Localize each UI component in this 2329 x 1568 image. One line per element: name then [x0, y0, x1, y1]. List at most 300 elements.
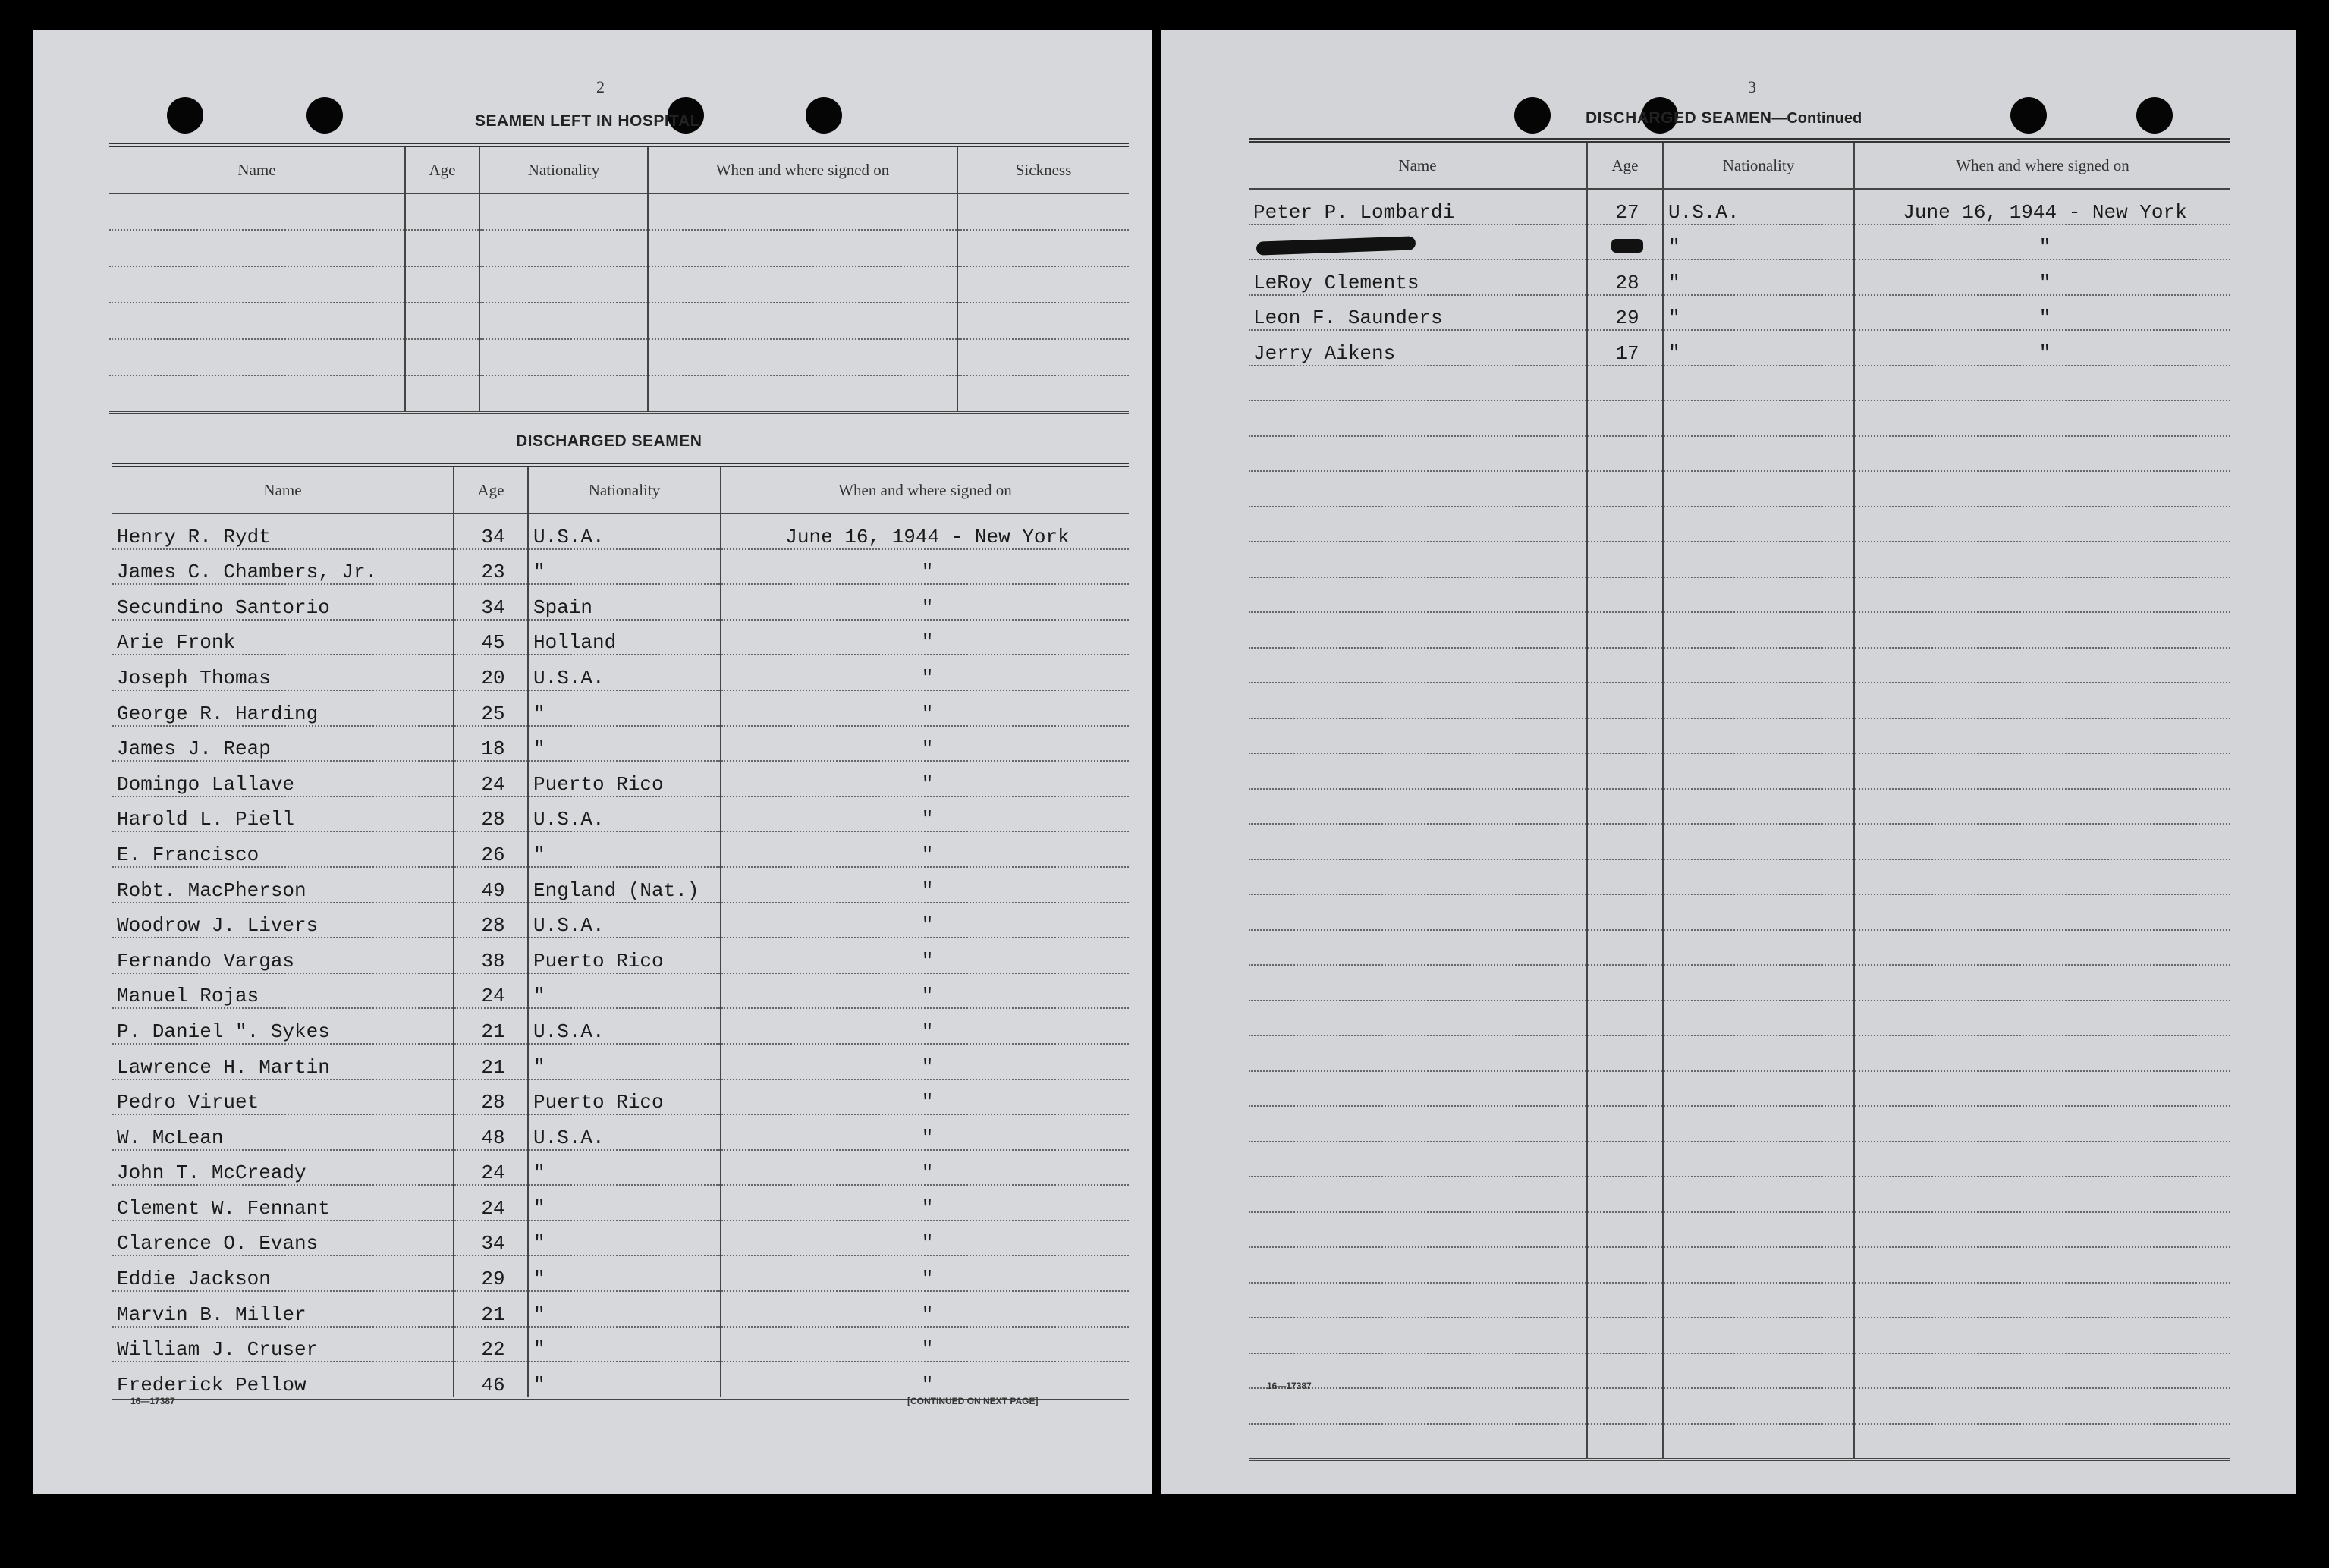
table-row [1249, 683, 2230, 718]
cell-name [1249, 1071, 1587, 1107]
table-row [1249, 1212, 2230, 1248]
redaction-mark [1611, 239, 1643, 253]
cell-nationality: " [528, 1327, 721, 1362]
cell-signed-on: " [721, 797, 1129, 832]
cell-age: 48 [454, 1114, 528, 1150]
cell-signed-on [648, 193, 957, 230]
cell-age: 21 [454, 1291, 528, 1327]
cell-sickness [957, 266, 1129, 303]
table-row [112, 1221, 1129, 1256]
cell-age [1587, 1424, 1663, 1460]
cell-name: Marvin B. Miller [112, 1291, 454, 1327]
cell-nationality [1663, 824, 1854, 859]
cell-signed-on: " [721, 1291, 1129, 1327]
cell-signed-on: " [721, 1255, 1129, 1291]
form-number: 16—17387 [1267, 1381, 1312, 1391]
cell-signed-on [1854, 824, 2230, 859]
cell-age [405, 266, 479, 303]
column-header-nationality: Nationality [1663, 140, 1854, 189]
cell-nationality: Puerto Rico [528, 938, 721, 973]
cell-signed-on [1854, 1212, 2230, 1248]
cell-signed-on: " [721, 761, 1129, 797]
cell-signed-on: " [721, 726, 1129, 762]
cell-nationality [1663, 1177, 1854, 1212]
cell-signed-on [1854, 1247, 2230, 1283]
cell-sickness [957, 303, 1129, 339]
cell-age [1587, 1247, 1663, 1283]
cell-age [1587, 1388, 1663, 1424]
cell-nationality [479, 303, 648, 339]
cell-name [1249, 542, 1587, 577]
cell-age: 29 [454, 1255, 528, 1291]
table-row [109, 230, 1129, 266]
cell-age [1587, 1212, 1663, 1248]
cell-nationality [1663, 1247, 1854, 1283]
cell-nationality: " [528, 1185, 721, 1221]
cell-age [1587, 507, 1663, 542]
table-row [112, 1362, 1129, 1398]
table-row [1249, 436, 2230, 472]
cell-age [1587, 1353, 1663, 1389]
cell-nationality [1663, 753, 1854, 789]
cell-nationality [1663, 1388, 1854, 1424]
cell-age: 24 [454, 761, 528, 797]
cell-name [1249, 1283, 1587, 1318]
cell-age [1587, 577, 1663, 613]
cell-name [109, 339, 405, 376]
cell-age: 24 [454, 1185, 528, 1221]
cell-signed-on: " [721, 1079, 1129, 1115]
cell-nationality: " [528, 1221, 721, 1256]
cell-age [1587, 789, 1663, 825]
table-row [1249, 859, 2230, 895]
table-row [1249, 718, 2230, 754]
cell-name: W. McLean [112, 1114, 454, 1150]
cell-signed-on [1854, 471, 2230, 507]
cell-signed-on: " [721, 938, 1129, 973]
cell-name: Fernando Vargas [112, 938, 454, 973]
cell-age [1587, 965, 1663, 1001]
cell-age [1587, 859, 1663, 895]
table-row [1249, 366, 2230, 401]
cell-signed-on: " [721, 1362, 1129, 1398]
cell-signed-on [648, 303, 957, 339]
cell-age [1587, 1071, 1663, 1107]
column-header-age: Age [1587, 140, 1663, 189]
cell-age: 28 [454, 797, 528, 832]
cell-name [1249, 1106, 1587, 1142]
table-row [1249, 648, 2230, 683]
punch-hole [167, 97, 203, 134]
cell-name [109, 230, 405, 266]
cell-name: Manuel Rojas [112, 973, 454, 1009]
punch-hole [806, 97, 842, 134]
table-row [112, 726, 1129, 762]
cell-age [405, 303, 479, 339]
cell-nationality: " [528, 1044, 721, 1079]
cell-name: Pedro Viruet [112, 1079, 454, 1115]
cell-age [1587, 683, 1663, 718]
cell-name: Arie Fronk [112, 620, 454, 655]
cell-name [1249, 1212, 1587, 1248]
table-row [112, 903, 1129, 938]
cell-age: 34 [454, 1221, 528, 1256]
cell-nationality [1663, 1106, 1854, 1142]
table-row [1249, 1283, 2230, 1318]
cell-name [1249, 366, 1587, 401]
cell-name: Clarence O. Evans [112, 1221, 454, 1256]
cell-signed-on: " [721, 903, 1129, 938]
cell-name: LeRoy Clements [1249, 259, 1587, 295]
cell-nationality: Puerto Rico [528, 1079, 721, 1115]
cell-nationality: " [1663, 295, 1854, 331]
discharged-continued-title [1586, 109, 1862, 127]
cell-nationality [1663, 1142, 1854, 1177]
page-number: 2 [596, 77, 605, 96]
cell-age: 21 [454, 1008, 528, 1044]
cell-nationality [1663, 1283, 1854, 1318]
cell-name [1249, 1247, 1587, 1283]
title-suffix: —Continued [1771, 110, 1862, 127]
cell-signed-on [1854, 648, 2230, 683]
cell-name [1249, 225, 1587, 260]
table-row [1249, 894, 2230, 930]
cell-name [1249, 789, 1587, 825]
cell-nationality [1663, 1035, 1854, 1071]
cell-nationality [1663, 789, 1854, 825]
cell-age [1587, 930, 1663, 966]
table-row [112, 584, 1129, 620]
cell-name: Domingo Lallave [112, 761, 454, 797]
cell-nationality: " [528, 1291, 721, 1327]
cell-nationality [1663, 366, 1854, 401]
cell-age: 46 [454, 1362, 528, 1398]
table-row [112, 797, 1129, 832]
cell-nationality: " [528, 1362, 721, 1398]
cell-name: E. Francisco [112, 831, 454, 867]
cell-age: 20 [454, 655, 528, 690]
title-text: DISCHARGED SEAMEN [1586, 109, 1772, 127]
cell-signed-on [1854, 1283, 2230, 1318]
cell-age: 28 [1587, 259, 1663, 295]
table-row [1249, 189, 2230, 225]
table-row [1249, 471, 2230, 507]
cell-signed-on [648, 266, 957, 303]
cell-nationality [479, 230, 648, 266]
column-header-age: Age [405, 145, 479, 193]
cell-nationality [1663, 401, 1854, 436]
cell-sickness [957, 339, 1129, 376]
cell-nationality: England (Nat.) [528, 867, 721, 903]
cell-signed-on: June 16, 1944 - New York [721, 514, 1129, 549]
table-row [112, 514, 1129, 549]
cell-name [1249, 1424, 1587, 1460]
cell-signed-on [648, 339, 957, 376]
cell-nationality [479, 339, 648, 376]
cell-name [1249, 824, 1587, 859]
cell-name [1249, 471, 1587, 507]
cell-age [1587, 894, 1663, 930]
table-row [1249, 1388, 2230, 1424]
cell-nationality [1663, 930, 1854, 966]
cell-nationality: " [528, 690, 721, 726]
cell-signed-on [1854, 894, 2230, 930]
cell-age [1587, 1142, 1663, 1177]
cell-name: Eddie Jackson [112, 1255, 454, 1291]
table-row [112, 549, 1129, 585]
cell-age [1587, 225, 1663, 260]
table-row [1249, 1071, 2230, 1107]
column-header-name: Name [1249, 140, 1587, 189]
table-row [112, 1327, 1129, 1362]
cell-signed-on: " [721, 655, 1129, 690]
discharged-seamen-table [112, 463, 1129, 1400]
cell-signed-on [1854, 1106, 2230, 1142]
cell-signed-on: " [721, 549, 1129, 585]
cell-signed-on [1854, 1177, 2230, 1212]
cell-name [1249, 1388, 1587, 1424]
cell-age: 27 [1587, 189, 1663, 225]
form-number: 16—17387 [130, 1396, 175, 1406]
cell-signed-on [1854, 436, 2230, 472]
cell-nationality [1663, 1212, 1854, 1248]
cell-signed-on: " [721, 584, 1129, 620]
cell-name [109, 193, 405, 230]
cell-signed-on [1854, 789, 2230, 825]
cell-signed-on: " [1854, 295, 2230, 331]
cell-age: 18 [454, 726, 528, 762]
column-header-name: Name [109, 145, 405, 193]
cell-age: 23 [454, 549, 528, 585]
table-row [112, 1255, 1129, 1291]
cell-age [405, 339, 479, 376]
cell-signed-on [1854, 1353, 2230, 1389]
cell-age [405, 193, 479, 230]
column-header-signed-on: When and where signed on [648, 145, 957, 193]
cell-age [1587, 401, 1663, 436]
punch-hole [1514, 97, 1551, 134]
cell-signed-on [1854, 1318, 2230, 1353]
cell-age [1587, 612, 1663, 648]
table-row [1249, 1035, 2230, 1071]
cell-signed-on: " [721, 973, 1129, 1009]
cell-age: 34 [454, 584, 528, 620]
cell-signed-on [1854, 753, 2230, 789]
cell-signed-on: " [721, 1008, 1129, 1044]
cell-age: 21 [454, 1044, 528, 1079]
cell-nationality [1663, 1318, 1854, 1353]
cell-signed-on [1854, 1071, 2230, 1107]
column-header-signed-on: When and where signed on [721, 465, 1129, 514]
cell-nationality: " [528, 726, 721, 762]
cell-signed-on: June 16, 1944 - New York [1854, 189, 2230, 225]
cell-age [1587, 366, 1663, 401]
discharged-section-title: DISCHARGED SEAMEN [516, 432, 702, 450]
punch-hole [306, 97, 343, 134]
cell-age: 38 [454, 938, 528, 973]
cell-nationality: " [528, 831, 721, 867]
cell-sickness [957, 230, 1129, 266]
cell-signed-on [1854, 1142, 2230, 1177]
table-row [1249, 542, 2230, 577]
redaction-mark [1256, 236, 1416, 255]
cell-nationality [1663, 683, 1854, 718]
cell-signed-on [1854, 577, 2230, 613]
cell-age [1587, 1283, 1663, 1318]
table-row [1249, 1353, 2230, 1389]
cell-name: Henry R. Rydt [112, 514, 454, 549]
cell-nationality: Spain [528, 584, 721, 620]
cell-name: Robt. MacPherson [112, 867, 454, 903]
cell-name [1249, 1142, 1587, 1177]
cell-nationality [1663, 542, 1854, 577]
cell-age: 45 [454, 620, 528, 655]
table-row [109, 266, 1129, 303]
cell-age [1587, 824, 1663, 859]
column-header-sickness: Sickness [957, 145, 1129, 193]
cell-nationality: Puerto Rico [528, 761, 721, 797]
cell-sickness [957, 193, 1129, 230]
cell-nationality [1663, 859, 1854, 895]
cell-name: Jerry Aikens [1249, 330, 1587, 366]
cell-name [1249, 1177, 1587, 1212]
cell-signed-on [1854, 1388, 2230, 1424]
cell-age [1587, 471, 1663, 507]
cell-name: Lawrence H. Martin [112, 1044, 454, 1079]
cell-name: James C. Chambers, Jr. [112, 549, 454, 585]
column-header-signed-on: When and where signed on [1854, 140, 2230, 189]
cell-nationality [1663, 648, 1854, 683]
cell-nationality [1663, 1001, 1854, 1036]
table-row [1249, 330, 2230, 366]
table-row [112, 1114, 1129, 1150]
cell-signed-on: " [721, 1185, 1129, 1221]
cell-name: George R. Harding [112, 690, 454, 726]
cell-name: Frederick Pellow [112, 1362, 454, 1398]
cell-nationality: U.S.A. [528, 1114, 721, 1150]
cell-name [109, 376, 405, 413]
table-row [112, 1079, 1129, 1115]
cell-signed-on [1854, 683, 2230, 718]
cell-nationality [1663, 436, 1854, 472]
cell-age [1587, 436, 1663, 472]
cell-nationality [1663, 1071, 1854, 1107]
table-row [112, 1185, 1129, 1221]
cell-name [1249, 859, 1587, 895]
cell-nationality [1663, 894, 1854, 930]
cell-age: 22 [454, 1327, 528, 1362]
cell-nationality: U.S.A. [1663, 189, 1854, 225]
cell-nationality: U.S.A. [528, 655, 721, 690]
cell-signed-on [1854, 718, 2230, 754]
cell-name [109, 266, 405, 303]
cell-nationality: U.S.A. [528, 1008, 721, 1044]
cell-name [109, 303, 405, 339]
table-row [1249, 225, 2230, 260]
cell-age: 26 [454, 831, 528, 867]
table-row [1249, 1424, 2230, 1460]
table-row [1249, 577, 2230, 613]
table-row [112, 938, 1129, 973]
cell-name: Secundino Santorio [112, 584, 454, 620]
table-row [109, 303, 1129, 339]
cell-age: 25 [454, 690, 528, 726]
cell-name [1249, 718, 1587, 754]
column-header-name: Name [112, 465, 454, 514]
cell-nationality [479, 376, 648, 413]
cell-age: 28 [454, 1079, 528, 1115]
table-row [1249, 789, 2230, 825]
cell-age: 34 [454, 514, 528, 549]
cell-name: John T. McCready [112, 1150, 454, 1186]
table-row [1249, 965, 2230, 1001]
cell-age: 24 [454, 973, 528, 1009]
table-row [1249, 1106, 2230, 1142]
cell-nationality: " [528, 1150, 721, 1186]
cell-nationality: " [1663, 225, 1854, 260]
column-header-nationality: Nationality [528, 465, 721, 514]
cell-signed-on [1854, 366, 2230, 401]
cell-nationality [479, 193, 648, 230]
cell-signed-on [1854, 612, 2230, 648]
table-row [112, 1150, 1129, 1186]
cell-signed-on: " [1854, 259, 2230, 295]
cell-name [1249, 612, 1587, 648]
table-row [109, 376, 1129, 413]
cell-age: 28 [454, 903, 528, 938]
cell-name [1249, 648, 1587, 683]
table-row [109, 339, 1129, 376]
cell-nationality: Holland [528, 620, 721, 655]
cell-signed-on [1854, 401, 2230, 436]
cell-age: 24 [454, 1150, 528, 1186]
cell-nationality: " [528, 1255, 721, 1291]
table-row [1249, 507, 2230, 542]
cell-name: Woodrow J. Livers [112, 903, 454, 938]
table-row [112, 1044, 1129, 1079]
cell-nationality: " [528, 973, 721, 1009]
cell-nationality [1663, 471, 1854, 507]
punch-hole [2010, 97, 2047, 134]
table-row [1249, 930, 2230, 966]
hospital-section-title: SEAMEN LEFT IN HOSPITAL [475, 112, 700, 130]
cell-age [1587, 648, 1663, 683]
table-row [112, 973, 1129, 1009]
cell-name: Leon F. Saunders [1249, 295, 1587, 331]
cell-signed-on [648, 230, 957, 266]
cell-signed-on: " [721, 831, 1129, 867]
table-row [1249, 1001, 2230, 1036]
punch-hole [2136, 97, 2173, 134]
table-row [109, 193, 1129, 230]
cell-signed-on: " [721, 1114, 1129, 1150]
cell-name [1249, 507, 1587, 542]
cell-age [1587, 1106, 1663, 1142]
cell-nationality [1663, 1424, 1854, 1460]
table-row [112, 831, 1129, 867]
cell-signed-on: " [1854, 225, 2230, 260]
table-row [1249, 612, 2230, 648]
table-row [112, 1008, 1129, 1044]
column-header-age: Age [454, 465, 528, 514]
cell-nationality [1663, 507, 1854, 542]
cell-age [1587, 1035, 1663, 1071]
cell-signed-on [648, 376, 957, 413]
cell-signed-on [1854, 1424, 2230, 1460]
table-row [112, 761, 1129, 797]
cell-name [1249, 930, 1587, 966]
cell-name [1249, 965, 1587, 1001]
